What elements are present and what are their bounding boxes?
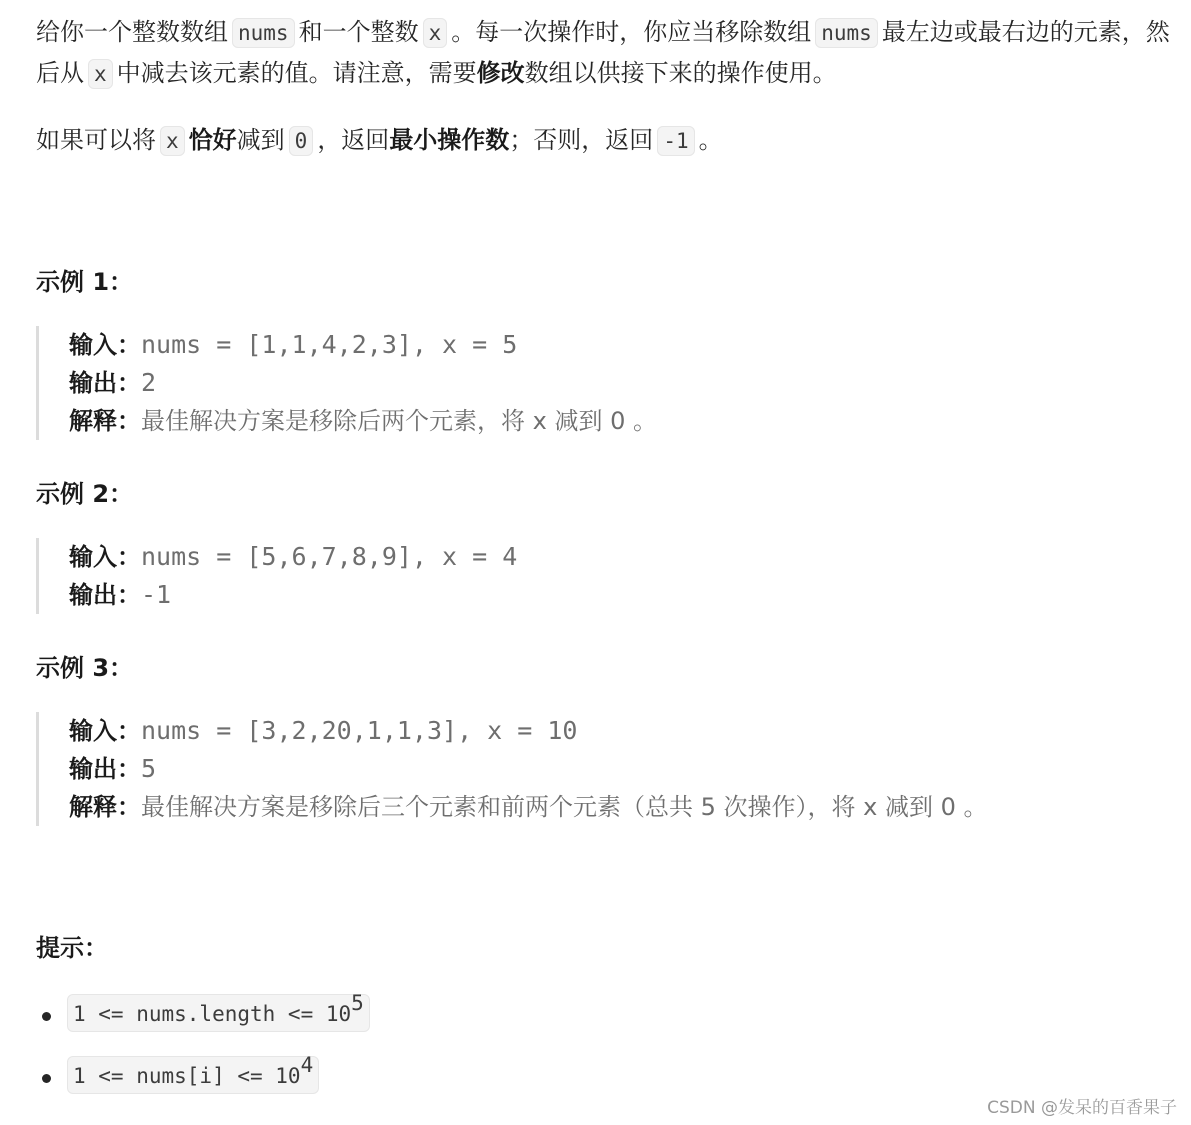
output-label: 输出： [69, 369, 141, 397]
explain-value: 最佳解决方案是移除后两个元素，将 x 减到 0 。 [141, 407, 657, 435]
hint-item [36, 1053, 370, 1118]
description-paragraph-2: 如果可以将 x 恰好减到 0 ，返回最小操作数；否则，返回 -1 。 [36, 126, 723, 154]
hints-title: 提示： [36, 934, 108, 962]
description-paragraph-1: 给你一个整数数组 nums 和一个整数 x 。每一次操作时，你应当移除数组 nums 最左边或最右边的元素，然后从 x 中减去该元素的值。请注意，需要修改数组以供接下来的操作使用。 [36, 18, 1170, 87]
code-x: x [423, 18, 448, 48]
explain-label: 解释： [69, 793, 141, 821]
code-x: x [88, 59, 113, 89]
output-value: -1 [141, 580, 172, 609]
example-1-title: 示例 1： [36, 268, 134, 296]
hints-list [36, 991, 370, 1118]
example-3-title: 示例 3： [36, 654, 134, 682]
bold-modify: 修改 [476, 59, 525, 87]
exponent: 4 [300, 1053, 314, 1077]
input-value: nums = [5,6,7,8,9], x = 4 [141, 542, 518, 571]
example-input-line [69, 538, 517, 576]
bullet-icon [42, 1074, 51, 1083]
code-neg-one: -1 [657, 126, 694, 156]
bold-min-ops: 最小操作数 [389, 126, 510, 154]
hint-item [36, 991, 370, 1056]
example-input-line [69, 712, 988, 750]
example-output-line [69, 364, 657, 402]
explain-value: 最佳解决方案是移除后三个元素和前两个元素（总共 5 次操作），将 x 减到 0 。 [141, 793, 988, 821]
code-nums: nums [815, 18, 878, 48]
code-nums: nums [232, 18, 295, 48]
example-input-line [69, 326, 657, 364]
input-label: 输入： [69, 543, 141, 571]
example-2-block [36, 538, 517, 614]
bold-exactly: 恰好 [188, 126, 237, 154]
example-1-block [36, 326, 657, 440]
explain-label: 解释： [69, 407, 141, 435]
example-explain-line [69, 788, 988, 826]
csdn-watermark: CSDN @发呆的百香果子 [987, 1098, 1177, 1118]
output-label: 输出： [69, 755, 141, 783]
hint-code: 1 <= nums.length <= $10^5$ [67, 994, 370, 1032]
example-2-title: 示例 2： [36, 480, 134, 508]
example-output-line [69, 750, 988, 788]
input-label: 输入： [69, 717, 141, 745]
example-3-block [36, 712, 988, 826]
output-value: 2 [141, 368, 157, 397]
input-label: 输入： [69, 331, 141, 359]
hint-code: 1 <= nums[i] <= $10^4$ [67, 1056, 319, 1094]
input-value: nums = [1,1,4,2,3], x = 5 [141, 330, 518, 359]
example-output-line [69, 576, 517, 614]
bullet-icon [42, 1012, 51, 1021]
output-label: 输出： [69, 581, 141, 609]
exponent: 5 [351, 991, 364, 1015]
code-zero: 0 [289, 126, 314, 156]
output-value: 5 [141, 754, 157, 783]
code-x: x [160, 126, 185, 156]
example-explain-line [69, 402, 657, 440]
input-value: nums = [3,2,20,1,1,3], x = 10 [141, 716, 578, 745]
